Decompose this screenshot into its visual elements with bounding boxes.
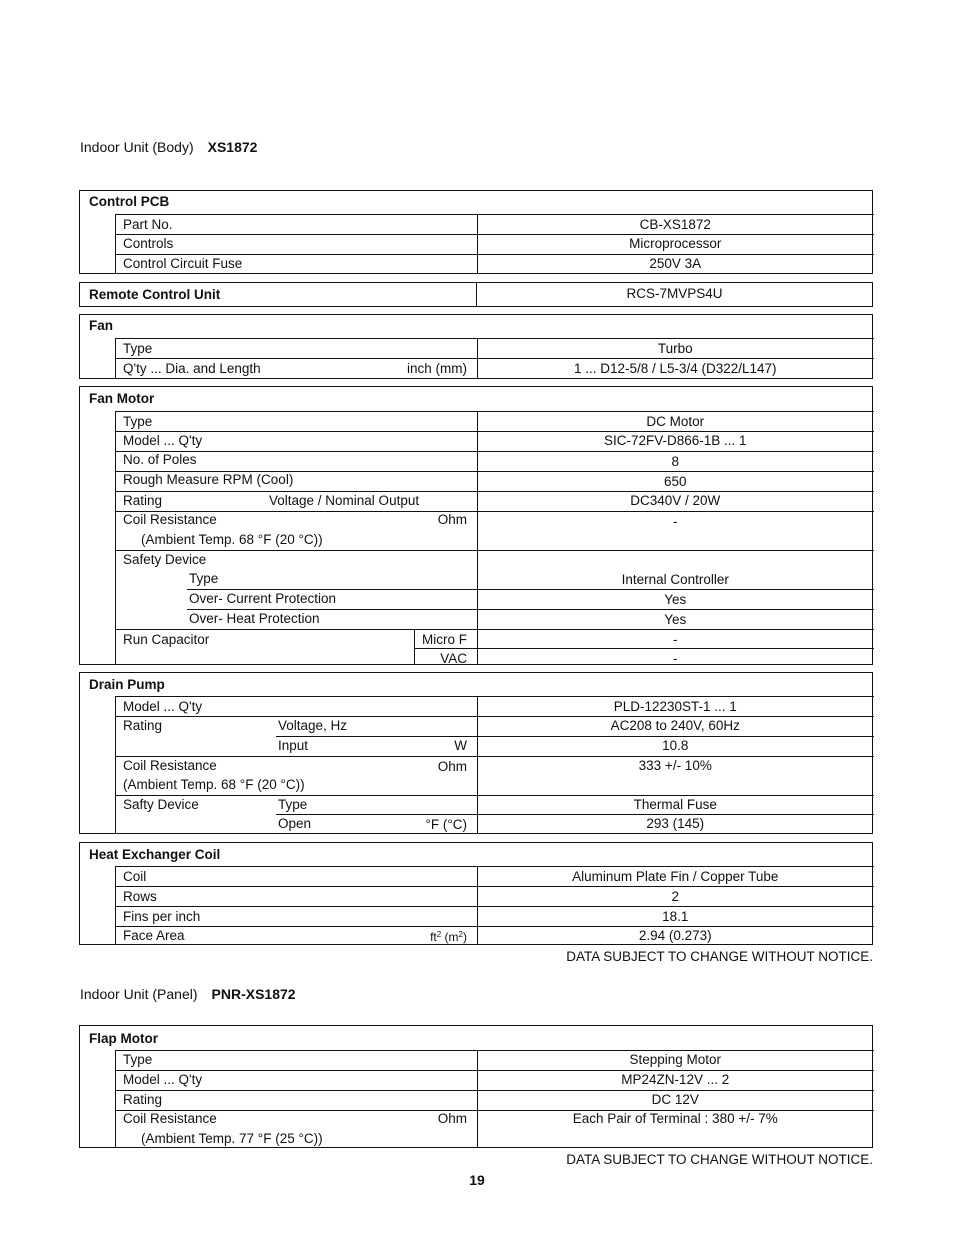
table-row [115,927,874,945]
dp-coil-value: 333 +/- 10% [638,758,712,773]
dp-rating-sub2: Input [278,738,309,753]
table-row [115,630,874,665]
dp-rating-value1: AC208 to 240V, 60Hz [610,718,740,733]
table-row [115,717,874,757]
hex-area-value: 2.94 (0.273) [638,928,712,943]
fan-motor-title: Fan Motor [89,391,155,406]
controls-value: Microprocessor [629,236,722,251]
page-number: 19 [469,1172,485,1188]
fm-type-value: DC Motor [646,414,705,429]
part-no-value: CB-XS1872 [639,217,711,232]
dp-rating-sub1: Voltage, Hz [278,718,348,733]
dp-model-label: Model ... Q'ty [123,699,203,714]
fan-qty-value: 1 ... D12-5/8 / L5-3/4 (D322/L147) [573,361,777,376]
hex-rows-label: Rows [123,889,157,904]
body-heading [80,139,257,155]
fm-coil-label: Coil Resistance [123,512,217,527]
control-pcb-section [79,190,873,274]
dp-safety-value2: 293 (145) [646,816,705,831]
fuse-label: Control Circuit Fuse [123,256,243,271]
panel-model: PNR-XS1872 [211,986,296,1002]
flap-model-label: Model ... Q'ty [123,1072,203,1087]
dp-safety-unit2: °F (°C) [425,817,467,832]
heat-exchanger-section [79,842,873,945]
flap-rating-value: DC 12V [651,1092,699,1107]
flap-motor-title: Flap Motor [89,1031,158,1046]
hex-rows-value: 2 [671,889,679,904]
dp-safety-sub2: Open [278,816,312,831]
fan-type-label: Type [123,341,153,356]
dp-rating-unit2: W [454,738,467,753]
fan-qty-label: Q'ty ... Dia. and Length [123,361,261,376]
dp-coil-sub: (Ambient Temp. 68 °F (20 °C)) [123,777,305,792]
flap-type-label: Type [123,1052,153,1067]
drain-pump-section [79,672,873,834]
flap-model-value: MP24ZN-12V ... 2 [621,1072,730,1087]
dp-rating-value2: 10.8 [662,738,689,753]
fm-safety-type-label: Type [189,571,219,586]
body-heading-label: Indoor Unit (Body) [80,139,194,155]
fm-rating-value: DC340V / 20W [630,493,721,508]
table-row [115,1111,874,1148]
data-notice: DATA SUBJECT TO CHANGE WITHOUT NOTICE. [566,1152,873,1167]
fan-motor-section [79,386,873,665]
fm-cap-value2: - [673,651,678,666]
table-row [115,235,874,255]
panel-heading [80,986,296,1002]
drain-pump-title: Drain Pump [89,677,165,692]
remote-label: Remote Control Unit [89,287,221,302]
flap-type-value: Stepping Motor [629,1052,722,1067]
fan-type-value: Turbo [657,341,693,356]
dp-safety-label: Safty Device [123,797,199,812]
fm-coil-value: - [673,514,678,529]
body-model: XS1872 [207,139,258,155]
flap-motor-section [79,1025,873,1148]
dp-safety-value1: Thermal Fuse [633,797,717,812]
flap-coil-sub: (Ambient Temp. 77 °F (25 °C)) [141,1131,323,1146]
fan-title: Fan [89,318,114,333]
hex-fins-value: 18.1 [662,909,689,924]
table-row [115,472,874,492]
fm-cap-unit1: Micro F [422,632,467,647]
fm-rating-label: Rating [123,493,163,508]
fan-section [79,314,873,379]
fm-coil-sub: (Ambient Temp. 68 °F (20 °C)) [141,532,323,547]
fm-safety-oh-label: Over- Heat Protection [189,611,320,626]
fm-cap-label: Run Capacitor [123,632,210,647]
table-row [115,255,874,274]
fm-model-value: SIC-72FV-D866-1B ... 1 [603,433,747,448]
table-row [115,551,874,630]
hex-area-unit: $ft^2$ $(m^2)$ [430,930,467,944]
fm-rpm-value: 650 [663,474,687,489]
part-no-label: Part No. [123,217,173,232]
fm-cap-unit2: VAC [440,651,467,666]
table-row [115,512,874,551]
hex-fins-label: Fins per inch [123,909,201,924]
fuse-value: 250V 3A [649,256,702,271]
fm-coil-unit: Ohm [437,512,467,527]
fm-safety-oc-label: Over- Current Protection [189,591,337,606]
table-row [115,1071,874,1091]
hex-title: Heat Exchanger Coil [89,847,221,862]
fm-rpm-label: Rough Measure RPM (Cool) [123,472,294,487]
flap-coil-value: Each Pair of Terminal : 380 +/- 7% [572,1111,778,1126]
dp-coil-label: Coil Resistance [123,758,217,773]
fm-safety-label: Safety Device [123,552,207,567]
dp-safety-sub1: Type [278,797,308,812]
dp-coil-unit: Ohm [437,759,467,774]
fan-qty-unit: inch (mm) [407,361,467,376]
hex-coil-value: Aluminum Plate Fin / Copper Tube [572,869,779,884]
hex-area-label: Face Area [123,928,185,943]
table-row [115,1051,874,1071]
control-pcb-title: Control PCB [89,194,170,209]
fm-model-label: Model ... Q'ty [123,433,203,448]
fm-type-label: Type [123,414,153,429]
table-row [115,339,874,359]
table-row [115,492,874,512]
table-row [115,887,874,907]
fm-poles-value: 8 [671,454,679,469]
flap-coil-label: Coil Resistance [123,1111,217,1126]
table-row [115,452,874,472]
table-row [115,796,874,834]
fm-safety-oc-value: Yes [664,592,687,607]
table-row [115,697,874,717]
remote-value: RCS-7MVPS4U [626,286,723,301]
fm-cap-value1: - [673,632,678,647]
table-row [115,757,874,796]
remote-control-section [79,282,873,307]
table-row [115,432,874,452]
fm-safety-type-value: Internal Controller [621,572,729,587]
flap-rating-label: Rating [123,1092,163,1107]
hex-coil-label: Coil [123,869,147,884]
controls-label: Controls [123,236,174,251]
flap-coil-unit: Ohm [437,1111,467,1126]
fm-poles-label: No. of Poles [123,452,197,467]
table-row [115,215,874,235]
table-row [115,359,874,379]
table-row [115,907,874,927]
table-row [115,412,874,432]
table-row [115,867,874,887]
fm-safety-oh-value: Yes [664,612,687,627]
fm-rating-sub: Voltage / Nominal Output [269,493,420,508]
table-row [115,1091,874,1111]
data-notice: DATA SUBJECT TO CHANGE WITHOUT NOTICE. [566,949,873,964]
dp-model-value: PLD-12230ST-1 ... 1 [613,699,737,714]
dp-rating-label: Rating [123,718,163,733]
panel-heading-label: Indoor Unit (Panel) [80,986,198,1002]
